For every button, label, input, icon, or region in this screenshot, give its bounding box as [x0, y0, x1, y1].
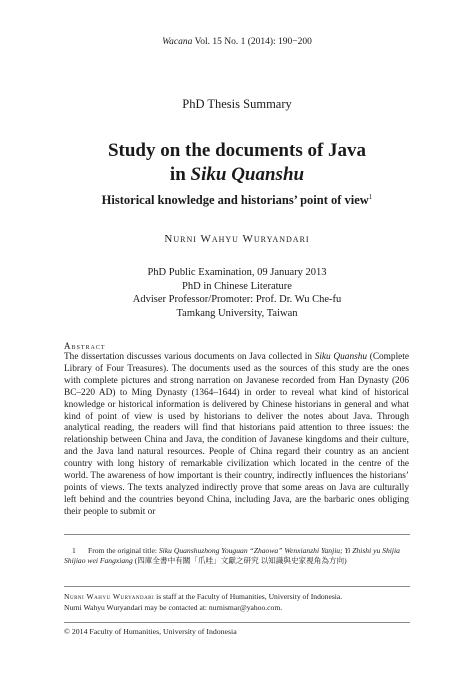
abstract-text-rest: (Complete Library of Four Treasures). The documents used as the sources of this study are the ones with complete pictures and strong narration on Javanese recorded from Han Dynasty (206 BC–220 AD) to Ming Dynasty (1364–1644) in order to reveal what kind of historical knowledge or historical information is delivered by Chinese historians in general and what kind of point of view is used by historians to deliver the notes about Java. Through analytical reading, the readers will find that historians paid attention to three issues: the relationship between China and Java, the condition of Javanese kingdoms and their culture, and the Java land natural resources. People of China regard their country as an ancient country with long history of remarkable civilization which located in the centre of the world. The awareness of how important is their country, indirectly influences the historians’ points of views. The texts analyzed indirectly prove that some areas on Java are culturally left behind and the countries beyond China, including Java, are the barbaric ones obliging their people to submit or — [64, 352, 409, 517]
copyright-notice: © 2014 Faculty of Humanities, University of Indonesia — [64, 627, 237, 636]
contributor-line-1-rest: is staff at the Faculty of Humanities, University of Indonesia. — [154, 592, 343, 601]
title-line-2-italic: Siku Quanshu — [190, 164, 305, 185]
abstract-text-italic: Siku Quanshu — [314, 352, 368, 362]
footnote-chinese-title: (四庫全書中有關「爪哇」文獻之研究 以知識與史家視角為方向) — [132, 556, 347, 565]
footnote-prefix: From the original title: — [88, 546, 159, 555]
exam-line-1: PhD Public Examination, 09 January 2013 — [147, 267, 327, 278]
contributor-line-1 — [64, 592, 410, 603]
abstract-heading: Abstract — [64, 341, 106, 351]
journal-issue: Vol. 15 No. 1 (2014): 190−200 — [192, 37, 312, 47]
title-line-2-prefix: in — [169, 164, 191, 185]
contributor-note — [64, 592, 410, 613]
contributor-line-2: Nurni Wahyu Wuryandari may be contacted at: nurnismar@yahoo.com. — [64, 602, 283, 612]
abstract-text-start: The dissertation discusses various documents on Java collected in — [64, 352, 315, 362]
abstract-body — [64, 352, 409, 519]
copyright-divider — [64, 622, 410, 623]
contributor-name: Nurni Wahyu Wuryandari — [64, 592, 155, 601]
footnote-divider — [64, 534, 410, 535]
subtitle — [0, 193, 474, 208]
subtitle-footnote-mark: 1 — [368, 193, 373, 201]
footnote — [64, 546, 410, 566]
author-name: Nurni Wahyu Wuryandari — [164, 233, 310, 245]
title-line-2 — [0, 164, 474, 186]
contributor-divider — [64, 586, 410, 587]
footnote-italic-title: Siku Quanshuzhong Youguan “Zhaowa” Wenxianzhi Yanjiu; Yi Zhishi yu Shijia Shijiao wei Fangxiang — [64, 546, 400, 565]
exam-line-3: Adviser Professor/Promoter: Prof. Dr. Wu Che-fu — [132, 294, 342, 305]
exam-info — [0, 266, 474, 320]
exam-line-2: PhD in Chinese Literature — [182, 280, 292, 292]
section-label: PhD Thesis Summary — [182, 97, 292, 111]
footnote-number: 1 — [72, 546, 76, 555]
title-line-1: Study on the documents of Java — [107, 140, 367, 161]
journal-reference — [0, 37, 474, 47]
subtitle-text: Historical knowledge and historians’ point of view — [101, 193, 369, 208]
journal-name: Wacana — [162, 37, 193, 47]
exam-line-4: Tamkang University, Taiwan — [176, 307, 298, 319]
